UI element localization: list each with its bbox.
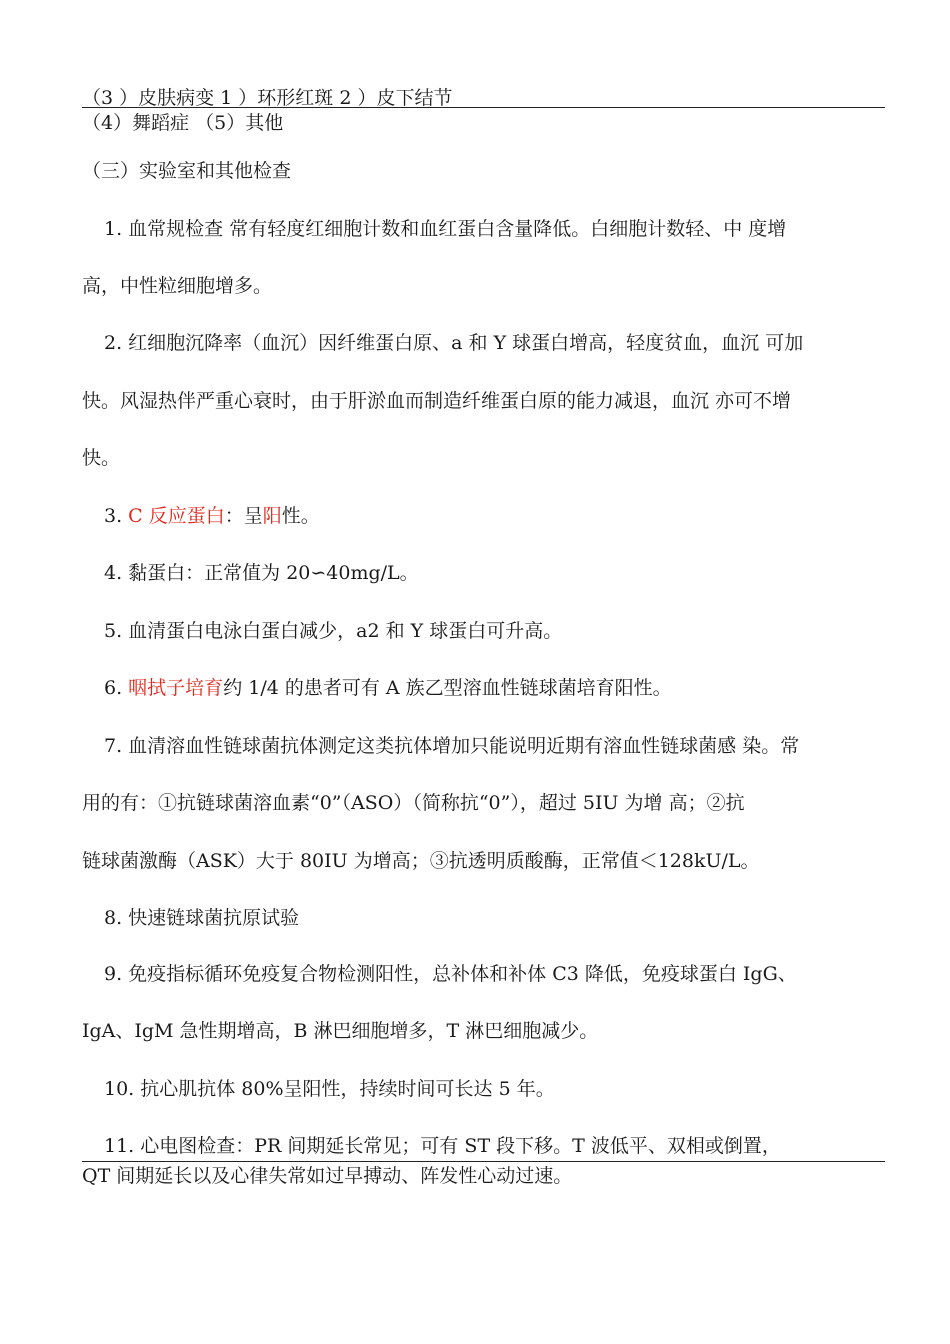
p3-suffix: 性。 (281, 505, 320, 527)
text-line-p6 (104, 676, 672, 700)
p6-suffix: 约 1/4 的患者可有 A 族乙型溶血性链球菌培育阳性。 (223, 677, 672, 699)
text-line-p2b: 快。风湿热伴严重心衰时，由于肝淤血而制造纤维蛋白原的能力减退，血沉 亦可不增 (82, 390, 792, 412)
text-line-p2a: 2. 红细胞沉降率（血沉）因纤维蛋白原、a 和 Y 球蛋白增高，轻度贫血，血沉 可加 (104, 332, 804, 354)
text-line-p10: 10. 抗心肌抗体 80%呈阳性，持续时间可长达 5 年。 (104, 1078, 555, 1100)
throat-swab-highlight: 咽拭子培育 (128, 677, 224, 699)
text-line-p11: 11. 心电图检查：PR 间期延长常见；可有 ST 段下移。T 波低平、双相或倒置， (104, 1135, 781, 1157)
crp-highlight: C 反应蛋白 (128, 505, 225, 527)
text-line-p8: 8. 快速链球菌抗原试验 (104, 907, 300, 929)
text-line-p1a: 1. 血常规检查 常有轻度红细胞计数和血红蛋白含量降低。白细胞计数轻、中 度增 (104, 218, 787, 240)
text-line-p2c: 快。 (82, 447, 121, 469)
text-line-p9a: 9. 免疫指标循环免疫复合物检测阳性，总补体和补体 C3 降低，免疫球蛋白 IgG、 (104, 963, 797, 985)
p6-prefix: 6. (104, 677, 129, 699)
text-line-p1b: 高，中性粒细胞增多。 (82, 275, 273, 297)
header-rule (82, 107, 885, 108)
text-line-p7b: 用的有：①抗链球菌溶血素“0”（ASO）（简称抗“0”），超过 5IU 为增 高；②抗 (82, 792, 745, 814)
header-line: （3 ）皮肤病变 1 ）环形红斑 2 ）皮下结节 (82, 87, 453, 109)
positive-highlight: 阳 (262, 505, 282, 527)
section-heading: （三）实验室和其他检查 (82, 160, 292, 182)
p3-mid: ：呈 (224, 505, 263, 527)
text-line-p3 (104, 504, 320, 528)
text-line-p7a: 7. 血清溶血性链球菌抗体测定这类抗体增加只能说明近期有溶血性链球菌感 染。常 (104, 735, 800, 757)
text-line-p9b: IgA、IgM 急性期增高，B 淋巴细胞增多，T 淋巴细胞减少。 (82, 1020, 599, 1042)
text-line-p5: 5. 血清蛋白电泳白蛋白减少，a2 和 Y 球蛋白可升高。 (104, 620, 563, 642)
text-line-l1: （4）舞蹈症 （5）其他 (82, 112, 284, 134)
p3-prefix: 3. (104, 505, 129, 527)
text-line-p4: 4. 黏蛋白：正常值为 20∽40mg/L。 (104, 562, 419, 584)
footer-rule (82, 1161, 885, 1162)
text-line-p7c: 链球菌激酶（ASK）大于 80IU 为增高；③抗透明质酸酶，正常值＜128kU/L。 (82, 850, 760, 872)
footer-line: QT 间期延长以及心律失常如过早搏动、阵发性心动过速。 (82, 1165, 573, 1187)
